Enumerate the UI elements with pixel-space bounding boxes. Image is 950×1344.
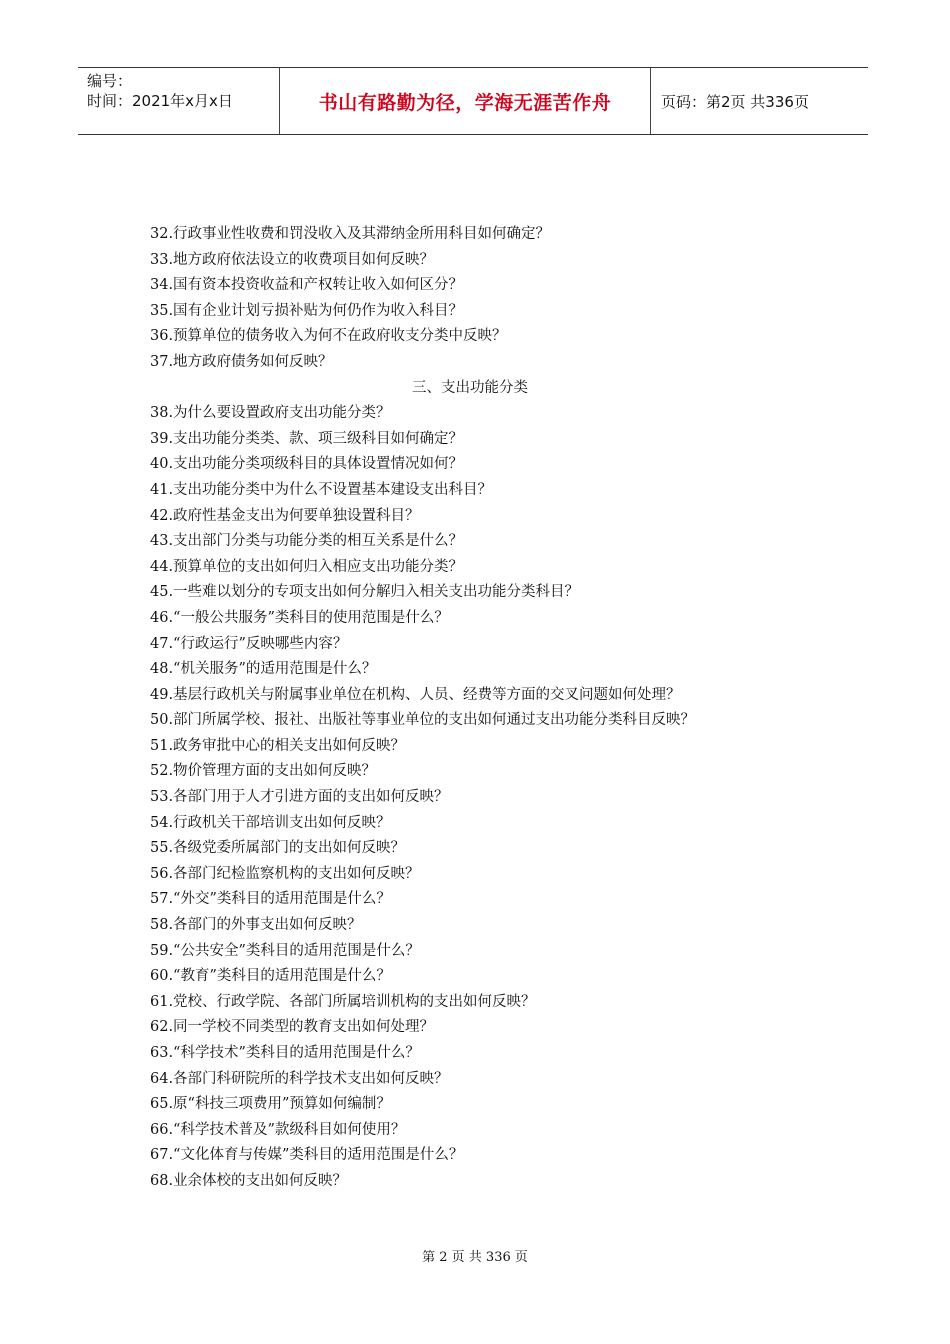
question-item: 64.各部门科研院所的科学技术支出如何反映？ (150, 1070, 449, 1087)
question-item: 42.政府性基金支出为何要单独设置科目？ (150, 507, 420, 524)
question-item: 54.行政机关干部培训支出如何反映？ (150, 814, 391, 831)
question-item: 55.各级党委所属部门的支出如何反映？ (150, 840, 406, 857)
motto-text: 书山有路勤为径，学海无涯苦作舟 (318, 91, 612, 114)
question-item: 38.为什么要设置政府支出功能分类？ (150, 405, 391, 422)
page-info: 页码：第2页 共336页 (661, 92, 809, 111)
question-item: 35.国有企业计划亏损补贴为何仍作为收入科目？ (150, 302, 464, 319)
document-header (78, 67, 868, 135)
question-item: 58.各部门的外事支出如何反映？ (150, 917, 362, 934)
section-heading: 三、支出功能分类 (412, 379, 528, 396)
question-item: 50.部门所属学校、报社、出版社等事业单位的支出如何通过支出功能分类科目反映？ (150, 712, 696, 729)
question-item: 51.政务审批中心的相关支出如何反映？ (150, 737, 406, 754)
question-item: 33.地方政府依法设立的收费项目如何反映？ (150, 251, 435, 268)
question-item: 46.“一般公共服务”类科目的使用范围是什么？ (150, 609, 449, 626)
question-item: 52.物价管理方面的支出如何反映？ (150, 763, 377, 780)
question-item: 61.党校、行政学院、各部门所属培训机构的支出如何反映？ (150, 993, 536, 1010)
question-item: 44.预算单位的支出如何归入相应支出功能分类？ (150, 558, 464, 575)
question-item: 39.支出功能分类类、款、项三级科目如何确定？ (150, 430, 464, 447)
time-label: 时间：2021年x月x日 (87, 92, 233, 110)
question-item: 67.“文化体育与传媒”类科目的适用范围是什么？ (150, 1147, 464, 1164)
question-item: 34.国有资本投资收益和产权转让收入如何区分？ (150, 277, 464, 294)
header-page-cell (651, 68, 868, 134)
question-item: 48.“机关服务”的适用范围是什么？ (150, 661, 377, 678)
question-item: 53.各部门用于人才引进方面的支出如何反映？ (150, 789, 449, 806)
question-item: 43.支出部门分类与功能分类的相互关系是什么？ (150, 533, 464, 550)
question-item: 56.各部门纪检监察机构的支出如何反映？ (150, 865, 420, 882)
question-item: 32.行政事业性收费和罚没收入及其滞纳金所用科目如何确定？ (150, 226, 551, 242)
question-list (150, 222, 850, 1195)
question-item: 47.“行政运行”反映哪些内容？ (150, 635, 348, 652)
question-item: 49.基层行政机关与附属事业单位在机构、人员、经费等方面的交叉问题如何处理？ (150, 686, 681, 703)
question-item: 60.“教育”类科目的适用范围是什么？ (150, 968, 391, 985)
question-item: 36.预算单位的债务收入为何不在政府收支分类中反映？ (150, 328, 507, 345)
question-item: 65.原“科技三项费用”预算如何编制？ (150, 1096, 391, 1113)
code-label: 编号： (87, 72, 133, 90)
question-item: 41.支出功能分类中为什么不设置基本建设支出科目？ (150, 481, 493, 498)
question-item: 62.同一学校不同类型的教育支出如何处理？ (150, 1019, 435, 1036)
header-meta-cell (78, 68, 280, 134)
question-item: 68.业余体校的支出如何反映？ (150, 1172, 348, 1189)
question-item: 57.“外交”类科目的适用范围是什么？ (150, 891, 391, 908)
page-footer: 第 2 页 共 336 页 (422, 1250, 528, 1265)
question-item: 66.“科学技术普及”款级科目如何使用？ (150, 1121, 406, 1138)
question-item: 45.一些难以划分的专项支出如何分解归入相关支出功能分类科目？ (150, 584, 580, 601)
question-item: 40.支出功能分类项级科目的具体设置情况如何？ (150, 456, 464, 473)
question-item: 37.地方政府债务如何反映？ (150, 353, 333, 370)
question-item: 63.“科学技术”类科目的适用范围是什么？ (150, 1045, 420, 1061)
question-item: 59.“公共安全”类科目的适用范围是什么？ (150, 942, 420, 959)
header-motto-cell (280, 68, 651, 134)
